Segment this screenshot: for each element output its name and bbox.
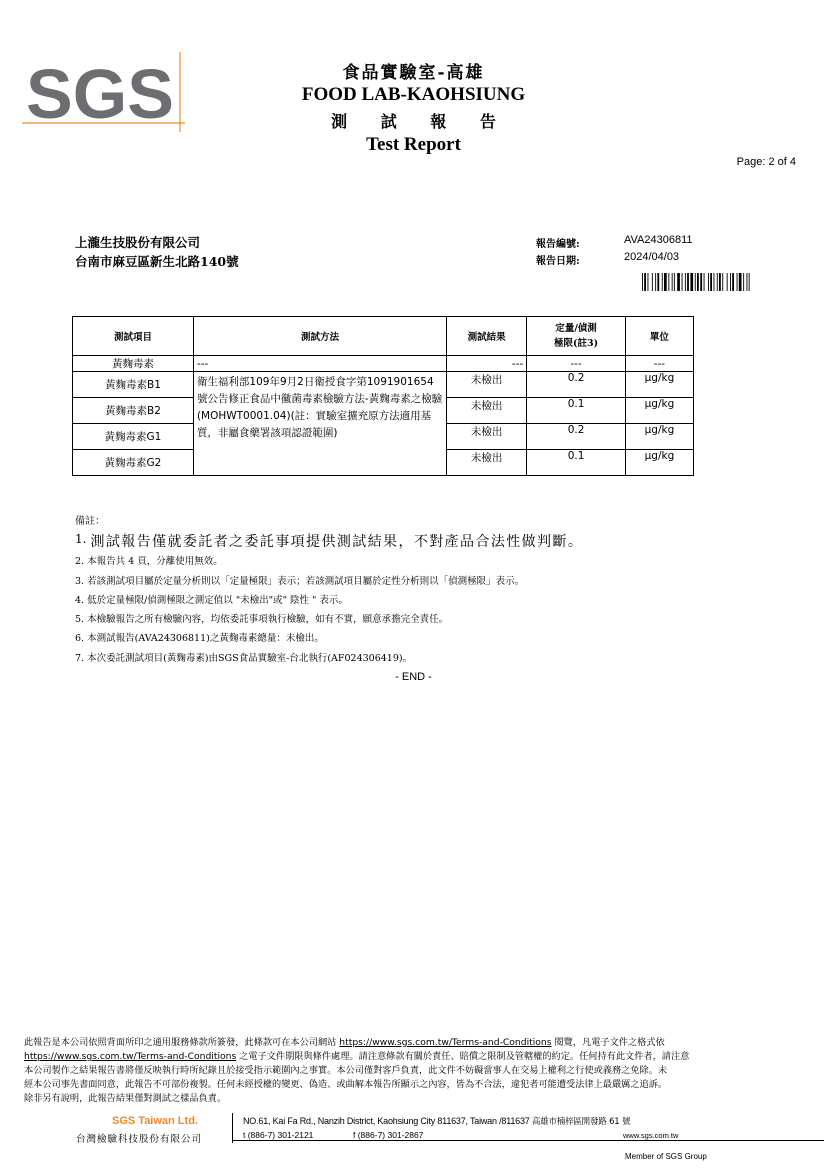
report-title-cn: 測 試 報 告 (331, 112, 510, 131)
header-limit-line1: 定量/偵測 (555, 323, 597, 334)
row-limit: 0.1 (527, 398, 626, 424)
terms-link[interactable]: https://www.sgs.com.tw/Terms-and-Conditions (339, 1037, 552, 1048)
note-text: 本次委託測試項目(黃麴毒素)由SGS食品實驗室-台北執行(AF024306419)。 (87, 653, 413, 664)
note-text: 若該測試項目屬於定量分析則以「定量極限」表示；若該測試項目屬於定性分析則以「偵測極限」表示。 (87, 576, 525, 587)
note-1 (75, 531, 583, 551)
disclaimer-line-3: 本公司製作之結果報告書將僅反映執行時所紀錄且於接受指示範圍內之事實。本公司僅對客戶負責，此文件不妨礙當事人在交易上權利之行使或義務之免除。未 (24, 1065, 668, 1076)
row-item: 黃麴毒素B1 (73, 372, 194, 398)
disclaimer-text: 之電子文件期限與條件處理。請注意條款有關於責任、賠償之限制及管轄權的約定。任何持有此文件者，請注意 (236, 1051, 690, 1062)
footer-divider-horizontal (232, 1140, 824, 1141)
note-4 (75, 592, 348, 606)
lab-name-cn: 食品實驗室-高雄 (342, 63, 485, 83)
method-description: 衛生福利部109年9月2日衛授食字第1091901654號公告修正食品中黴菌毒素檢驗方法-黃麴毒素之檢驗(MOHWT0001.04)(註：實驗室擴充原方法適用基質，非屬食藥署該項認證範圍) (193, 372, 446, 476)
disclaimer-text: 閱覽，凡電子文件之格式依 (551, 1037, 665, 1048)
footer-brand-cn: 台灣檢驗科技股份有限公司 (76, 1134, 203, 1145)
row-item: 黃麴毒素G1 (73, 424, 194, 450)
row-limit: 0.2 (527, 372, 626, 398)
disclaimer (24, 1036, 814, 1106)
disclaimer-line-4: 經本公司事先書面同意，此報告不可部份複製。任何未經授權的變更、偽造、或曲解本報告所顯示之內容，皆為不合法，違犯者可能遭受法律上最嚴厲之追訴。 (24, 1079, 668, 1090)
disclaimer-text: 此報告是本公司依照背面所印之通用服務條款所簽發，此條款可在本公司網站 (24, 1037, 340, 1048)
row-result: 未檢出 (447, 450, 527, 476)
footer-phone: t (886-7) 301-2121 (243, 1130, 314, 1140)
end-marker: - END - (395, 671, 432, 683)
row-result: 未檢出 (447, 424, 527, 450)
header-unit: 單位 (625, 317, 693, 356)
row-unit: --- (625, 356, 693, 372)
row-item: 黃麴毒素 (73, 356, 194, 372)
terms-link[interactable]: https://www.sgs.com.tw/Terms-and-Conditions (24, 1051, 237, 1062)
note-text: 本報告共 4 頁，分離使用無效。 (87, 556, 223, 567)
note-text: 測試報告僅就委託者之委託事項提供測試結果，不對產品合法性做判斷。 (90, 534, 584, 550)
footer-address (243, 1115, 630, 1127)
note-6 (75, 630, 324, 644)
row-limit: --- (527, 356, 626, 372)
barcode (642, 273, 752, 291)
results-table (72, 316, 694, 476)
note-text: 低於定量極限/偵測極限之測定值以 "未檢出"或" 陰性 " 表示。 (87, 595, 348, 606)
report-date-value: 2024/04/03 (624, 251, 680, 263)
row-limit: 0.2 (527, 424, 626, 450)
note-number: 4. (75, 595, 85, 606)
header-limit-line2: 極限(註3) (554, 338, 599, 349)
row-unit: μg/kg (625, 424, 693, 450)
footer-fax: f (886-7) 301-2867 (353, 1130, 424, 1140)
row-result: 未檢出 (447, 398, 527, 424)
row-result: 未檢出 (447, 372, 527, 398)
note-number: 5. (75, 614, 85, 625)
note-number: 1. (75, 532, 87, 546)
notes-title: 備註： (75, 516, 105, 527)
report-no-label: 報告編號: (536, 239, 580, 250)
report-title-en: Test Report (366, 134, 461, 155)
row-unit: μg/kg (625, 398, 693, 424)
lab-name-en: FOOD LAB-KAOHSIUNG (301, 84, 526, 105)
note-5 (75, 611, 448, 625)
client-name: 上瀧生技股份有限公司 (75, 235, 201, 250)
disclaimer-line-2 (24, 1050, 814, 1064)
row-result: --- (447, 356, 527, 372)
sgs-logo-text: SGS (26, 55, 174, 132)
header-limit (527, 317, 626, 356)
header-item: 測試項目 (73, 317, 194, 356)
note-text: 本測試報告(AVA24306811)之黃麴毒素總量：未檢出。 (87, 633, 324, 644)
footer-divider-vertical (232, 1113, 233, 1143)
note-7 (75, 650, 412, 664)
header-result: 測試結果 (447, 317, 527, 356)
footer-member: Member of SGS Group (625, 1152, 707, 1161)
row-limit: 0.1 (527, 450, 626, 476)
page-number: Page: 2 of 4 (736, 156, 796, 168)
row-unit: μg/kg (625, 450, 693, 476)
header-method: 測試方法 (193, 317, 446, 356)
note-number: 7. (75, 653, 85, 664)
table-row (73, 372, 694, 398)
report-no-value: AVA24306811 (624, 234, 693, 246)
note-number: 2. (75, 556, 85, 567)
footer-address-en: NO.61, Kai Fa Rd., Nanzih District, Kaohsiung City 811637, Taiwan /811637 (243, 1116, 532, 1126)
row-item: 黃麴毒素B2 (73, 398, 194, 424)
disclaimer-line-1 (24, 1036, 814, 1050)
client-address: 台南市麻豆區新生北路140號 (75, 254, 239, 269)
report-date-label: 報告日期: (536, 256, 580, 267)
note-2 (75, 553, 223, 567)
note-number: 3. (75, 576, 85, 587)
note-number: 6. (75, 633, 85, 644)
footer-brand: SGS Taiwan Ltd. (112, 1115, 198, 1127)
note-3 (75, 573, 524, 587)
row-unit: μg/kg (625, 372, 693, 398)
row-item: 黃麴毒素G2 (73, 450, 194, 476)
note-text: 本檢驗報告之所有檢驗內容，均依委託事項執行檢驗，如有不實，願意承擔完全責任。 (87, 614, 449, 625)
footer-website[interactable]: www.sgs.com.tw (623, 1131, 679, 1140)
row-method: --- (193, 356, 446, 372)
disclaimer-line-5: 除非另有說明，此報告結果僅對測試之樣品負責。 (24, 1093, 227, 1104)
footer-address-cn: 高雄市楠梓區開發路 61 號 (531, 1117, 631, 1127)
table-row (73, 356, 694, 372)
